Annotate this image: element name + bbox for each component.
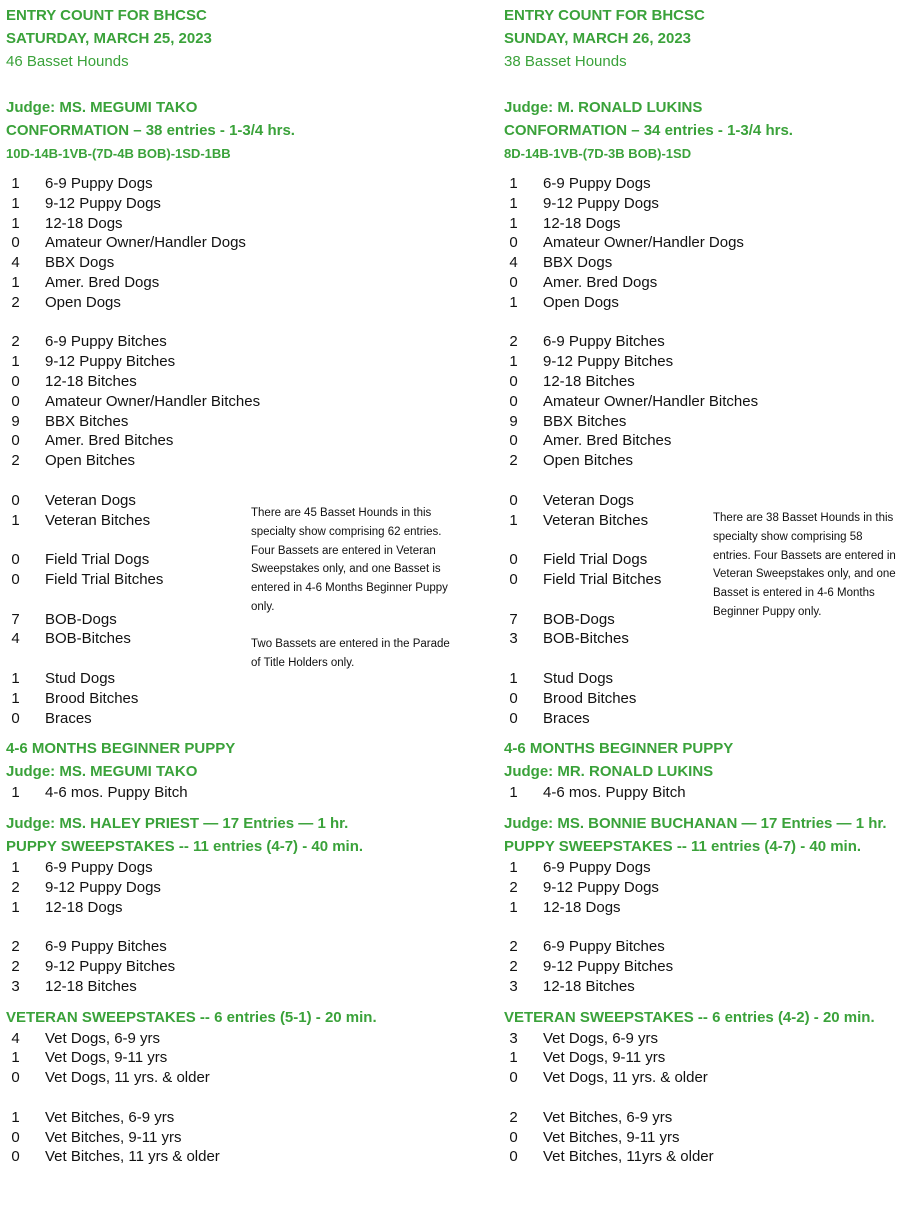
entry-count: 0 [11, 551, 20, 569]
entry-class: 12-18 Bitches [45, 977, 137, 995]
entry-count: 0 [11, 1069, 20, 1087]
entry-count: 3 [509, 1029, 518, 1047]
entry-count: 9 [509, 412, 518, 430]
entry-count: 4 [11, 1029, 20, 1047]
entry-row [6, 977, 476, 997]
entry-count: 0 [11, 570, 20, 588]
entry-class: 12-18 Bitches [543, 372, 635, 390]
entry-row [6, 858, 476, 878]
entry-row [6, 1108, 476, 1128]
entry-row [504, 451, 908, 471]
entry-row [504, 214, 908, 234]
entry-count: 2 [509, 1108, 518, 1126]
entry-row [6, 878, 476, 898]
entry-class: Vet Dogs, 11 yrs. & older [543, 1069, 708, 1087]
show-date: SUNDAY, MARCH 26, 2023 [504, 30, 692, 47]
entry-row [504, 878, 908, 898]
entry-count: 2 [11, 878, 20, 896]
entry-count: 2 [509, 452, 518, 470]
entry-class: Field Trial Bitches [543, 570, 662, 588]
entry-class: Amer. Bred Dogs [543, 273, 658, 291]
entry-count: 1 [11, 511, 20, 529]
entry-class: BBX Bitches [543, 412, 627, 430]
entry-row [6, 412, 476, 432]
entry-row [6, 174, 476, 194]
entry-class: BOB-Bitches [45, 630, 131, 648]
entry-count: 0 [509, 1069, 518, 1087]
entry-class: Vet Dogs, 9-11 yrs [45, 1049, 168, 1067]
entry-class: 12-18 Bitches [543, 977, 635, 995]
entry-count: 2 [509, 938, 518, 956]
entry-class: Vet Bitches, 11 yrs & older [45, 1148, 220, 1166]
beginner-puppy-entries [6, 783, 476, 803]
beginner-puppy-judge: Judge: MS. MEGUMI TAKO [6, 763, 198, 781]
entry-count: 2 [509, 878, 518, 896]
hound-count: 38 Basset Hounds [504, 53, 627, 70]
entry-row [6, 253, 476, 273]
entry-count: 1 [11, 175, 20, 192]
entry-row [6, 233, 476, 253]
doc-title: ENTRY COUNT FOR BHCSC [504, 7, 705, 24]
entry-class: Open Dogs [45, 293, 121, 311]
entry-count: 0 [509, 570, 518, 588]
veteran-sweepstakes-heading: VETERAN SWEEPSTAKES -- 6 entries (4-2) - 20 min. [504, 1008, 875, 1026]
entry-row [504, 689, 908, 709]
entry-count: 2 [11, 452, 20, 470]
entry-count: 0 [509, 709, 518, 727]
entry-class: 6-9 Puppy Dogs [45, 175, 153, 192]
entry-row [6, 1068, 476, 1088]
entry-class: 9-12 Puppy Dogs [45, 194, 161, 212]
entry-row [504, 174, 908, 194]
conformation-heading: CONFORMATION – 34 entries - 1-3/4 hrs. [504, 122, 793, 139]
entry-count: 1 [509, 353, 518, 371]
entry-count: 3 [509, 977, 518, 995]
entry-row [504, 629, 908, 649]
entry-class: 6-9 Puppy Bitches [45, 938, 167, 956]
entry-count: 1 [509, 898, 518, 916]
entry-class: 6-9 Puppy Dogs [45, 859, 153, 877]
entry-count: 7 [509, 610, 518, 628]
entry-count: 0 [509, 234, 518, 252]
entry-row [504, 491, 908, 511]
entry-class: 6-9 Puppy Bitches [543, 938, 665, 956]
entry-class: 12-18 Dogs [45, 214, 123, 232]
entry-count: 1 [11, 353, 20, 371]
entry-row [6, 392, 476, 412]
entry-count: 1 [509, 859, 518, 877]
entry-row [6, 431, 476, 451]
entry-class: Braces [45, 709, 92, 727]
entry-count: 0 [11, 709, 20, 727]
entry-count: 0 [509, 1128, 518, 1146]
entry-class: 9-12 Puppy Bitches [45, 958, 176, 976]
entry-row [504, 1068, 908, 1088]
doc-title: ENTRY COUNT FOR BHCSC [6, 7, 207, 24]
entry-row [6, 689, 476, 709]
entry-class: BOB-Dogs [543, 610, 615, 628]
entry-count: 0 [11, 1148, 20, 1166]
entry-class: 6-9 Puppy Dogs [543, 859, 651, 877]
entry-count: 0 [11, 1128, 20, 1146]
entry-class: Field Trial Dogs [45, 551, 150, 569]
entry-row [504, 957, 908, 977]
entry-count: 1 [11, 784, 20, 802]
conformation-breakdown: 10D-14B-1VB-(7D-4B BOB)-1SD-1BB [6, 146, 231, 161]
puppy-sweepstakes-entries [504, 858, 908, 997]
beginner-puppy-entries [504, 783, 908, 803]
conformation-judge: Judge: M. RONALD LUKINS [504, 99, 703, 116]
entry-row [6, 709, 476, 729]
entry-class: Vet Bitches, 9-11 yrs [543, 1128, 680, 1146]
entry-row [6, 273, 476, 293]
entry-class: 4-6 mos. Puppy Bitch [543, 784, 686, 802]
entry-class: Open Bitches [45, 452, 136, 470]
entry-count: 0 [509, 491, 518, 509]
entry-class: Amer. Bred Bitches [543, 432, 672, 450]
entry-class: Veteran Bitches [543, 511, 649, 529]
sunday-note [713, 509, 903, 622]
entry-row [504, 332, 908, 352]
entry-count: 1 [11, 214, 20, 232]
entry-class: BBX Dogs [45, 254, 115, 272]
entry-row [504, 898, 908, 918]
sweepstakes-judge: Judge: MS. HALEY PRIEST — 17 Entries — 1 hr. [6, 815, 349, 833]
hound-count: 46 Basset Hounds [6, 53, 129, 70]
entry-class: Brood Bitches [45, 689, 139, 707]
show-date: SATURDAY, MARCH 25, 2023 [6, 30, 212, 47]
entry-class: Open Bitches [543, 452, 634, 470]
entry-class: BBX Dogs [543, 254, 613, 272]
entry-count: 2 [509, 958, 518, 976]
entry-count: 2 [11, 938, 20, 956]
entry-row [504, 1048, 908, 1068]
entry-class: 12-18 Dogs [45, 898, 123, 916]
entry-row [504, 431, 908, 451]
entry-class: 4-6 mos. Puppy Bitch [45, 784, 188, 802]
entry-count: 0 [509, 551, 518, 569]
entry-count: 1 [509, 511, 518, 529]
entry-count: 1 [11, 669, 20, 687]
puppy-sweepstakes-heading: PUPPY SWEEPSTAKES -- 11 entries (4-7) - 40 min. [504, 838, 862, 856]
entry-class: Brood Bitches [543, 689, 637, 707]
veteran-sweepstakes-heading: VETERAN SWEEPSTAKES -- 6 entries (5-1) - 20 min. [6, 1008, 377, 1026]
entry-row [6, 1029, 476, 1049]
sweepstakes-judge: Judge: MS. BONNIE BUCHANAN — 17 Entries — 1 hr. [504, 815, 887, 833]
beginner-puppy-heading: 4-6 MONTHS BEGINNER PUPPY [6, 740, 236, 758]
entry-class: Vet Dogs, 11 yrs. & older [45, 1069, 210, 1087]
entry-row [504, 1147, 908, 1167]
entry-row [6, 1147, 476, 1167]
entry-count: 0 [11, 491, 20, 509]
entry-class: Braces [543, 709, 590, 727]
entry-row [504, 783, 908, 803]
entry-row [6, 352, 476, 372]
entry-count: 3 [509, 630, 518, 648]
entry-class: Amateur Owner/Handler Bitches [543, 392, 759, 410]
conformation-entries [504, 174, 908, 728]
entry-class: Vet Bitches, 6-9 yrs [45, 1108, 175, 1126]
entry-row [6, 194, 476, 214]
entry-count: 1 [11, 898, 20, 916]
veteran-sweepstakes-entries [6, 1029, 476, 1168]
entry-class: Amateur Owner/Handler Bitches [45, 392, 261, 410]
entry-class: Amateur Owner/Handler Dogs [45, 234, 246, 252]
entry-class: Vet Bitches, 11yrs & older [543, 1148, 714, 1166]
entry-class: Vet Bitches, 6-9 yrs [543, 1108, 673, 1126]
entry-row [504, 858, 908, 878]
entry-class: 9-12 Puppy Bitches [45, 353, 176, 371]
entry-class: Amateur Owner/Handler Dogs [543, 234, 744, 252]
entry-class: Vet Bitches, 9-11 yrs [45, 1128, 182, 1146]
entry-count: 2 [11, 333, 20, 351]
entry-count: 1 [509, 1049, 518, 1067]
entry-row [504, 1029, 908, 1049]
entry-count: 1 [509, 669, 518, 687]
entry-count: 0 [11, 392, 20, 410]
conformation-heading: CONFORMATION – 38 entries - 1-3/4 hrs. [6, 122, 295, 139]
entry-row [504, 669, 908, 689]
entry-row [504, 372, 908, 392]
entry-row [6, 293, 476, 313]
entry-count: 2 [11, 293, 20, 311]
saturday-note [251, 504, 451, 672]
entry-row [6, 898, 476, 918]
entry-row [504, 937, 908, 957]
entry-class: Vet Dogs, 6-9 yrs [45, 1029, 161, 1047]
entry-row [504, 253, 908, 273]
entry-count: 1 [11, 273, 20, 291]
entry-class: 9-12 Puppy Dogs [45, 878, 161, 896]
entry-class: Veteran Dogs [543, 491, 634, 509]
entry-row [6, 1128, 476, 1148]
entry-row [504, 233, 908, 253]
entry-class: 12-18 Dogs [543, 898, 621, 916]
conformation-breakdown: 8D-14B-1VB-(7D-3B BOB)-1SD [504, 146, 692, 161]
entry-class: BBX Bitches [45, 412, 129, 430]
entry-class: BOB-Dogs [45, 610, 117, 628]
entry-count: 0 [509, 689, 518, 707]
entry-count: 9 [11, 412, 20, 430]
entry-count: 0 [11, 372, 20, 390]
beginner-puppy-heading: 4-6 MONTHS BEGINNER PUPPY [504, 740, 734, 758]
entry-class: 6-9 Puppy Bitches [45, 333, 167, 351]
entry-row [6, 783, 476, 803]
entry-class: Vet Dogs, 6-9 yrs [543, 1029, 659, 1047]
entry-class: 12-18 Bitches [45, 372, 137, 390]
entry-count: 1 [509, 293, 518, 311]
entry-row [504, 412, 908, 432]
entry-class: 6-9 Puppy Bitches [543, 333, 665, 351]
entry-class: Field Trial Bitches [45, 570, 164, 588]
entry-class: BOB-Bitches [543, 630, 629, 648]
entry-count: 3 [11, 977, 20, 995]
entry-count: 4 [509, 254, 518, 272]
beginner-puppy-judge: Judge: MR. RONALD LUKINS [504, 763, 714, 781]
entry-count: 1 [509, 784, 518, 802]
entry-count: 2 [509, 333, 518, 351]
entry-row [504, 1108, 908, 1128]
entry-class: 12-18 Dogs [543, 214, 621, 232]
entry-count: 1 [11, 859, 20, 877]
entry-row [6, 372, 476, 392]
entry-count: 2 [11, 958, 20, 976]
entry-count: 4 [11, 630, 20, 648]
entry-row [504, 352, 908, 372]
entry-row [6, 937, 476, 957]
entry-row [504, 194, 908, 214]
entry-count: 1 [11, 689, 20, 707]
entry-count: 0 [509, 372, 518, 390]
entry-class: 9-12 Puppy Bitches [543, 958, 674, 976]
entry-row [6, 451, 476, 471]
entry-class: Stud Dogs [45, 669, 116, 687]
entry-row [504, 293, 908, 313]
note-entries-summary: There are 38 Basset Hounds in this specialty show comprising 58 entries. Four Bassets are entered in Veteran Sweepstakes only, and one Basset is entered in 4-6 Months Beginner Puppy only. [713, 512, 896, 618]
entry-row [504, 392, 908, 412]
entry-class: Open Dogs [543, 293, 619, 311]
entry-count: 4 [11, 254, 20, 272]
entry-count: 0 [11, 234, 20, 252]
entry-class: Veteran Dogs [45, 491, 136, 509]
veteran-sweepstakes-entries [504, 1029, 908, 1168]
entry-class: 9-12 Puppy Dogs [543, 194, 659, 212]
entry-class: 9-12 Puppy Dogs [543, 878, 659, 896]
entry-count: 1 [11, 194, 20, 212]
entry-count: 7 [11, 610, 20, 628]
entry-class: Amer. Bred Dogs [45, 273, 160, 291]
entry-row [504, 977, 908, 997]
conformation-judge: Judge: MS. MEGUMI TAKO [6, 99, 198, 116]
entry-count: 0 [509, 392, 518, 410]
entry-row [504, 273, 908, 293]
entry-count: 0 [509, 273, 518, 291]
entry-class: 9-12 Puppy Bitches [543, 353, 674, 371]
entry-class: Veteran Bitches [45, 511, 151, 529]
entry-row [6, 957, 476, 977]
note-entries-summary: There are 45 Basset Hounds in this specialty show comprising 62 entries. Four Bassets are entered in Veteran Sweepstakes only, and one Basset is entered in 4-6 Months Beginner Puppy only. [251, 507, 448, 613]
note-title-holders: Two Bassets are entered in the Parade of Title Holders only. [251, 637, 450, 669]
entry-count: 1 [509, 214, 518, 232]
entry-class: 6-9 Puppy Dogs [543, 175, 651, 192]
entry-row [6, 332, 476, 352]
entry-row [504, 709, 908, 729]
entry-row [6, 1048, 476, 1068]
entry-row [6, 214, 476, 234]
puppy-sweepstakes-heading: PUPPY SWEEPSTAKES -- 11 entries (4-7) - 40 min. [6, 838, 364, 856]
entry-count: 0 [509, 432, 518, 450]
entry-row [504, 1128, 908, 1148]
entry-count: 1 [11, 1049, 20, 1067]
entry-class: Vet Dogs, 9-11 yrs [543, 1049, 666, 1067]
entry-class: Field Trial Dogs [543, 551, 648, 569]
entry-count: 1 [11, 1108, 20, 1126]
entry-class: Amer. Bred Bitches [45, 432, 174, 450]
entry-count: 0 [509, 1148, 518, 1166]
entry-count: 1 [509, 175, 518, 192]
entry-count: 0 [11, 432, 20, 450]
entry-count: 1 [509, 194, 518, 212]
puppy-sweepstakes-entries [6, 858, 476, 997]
entry-class: Stud Dogs [543, 669, 614, 687]
